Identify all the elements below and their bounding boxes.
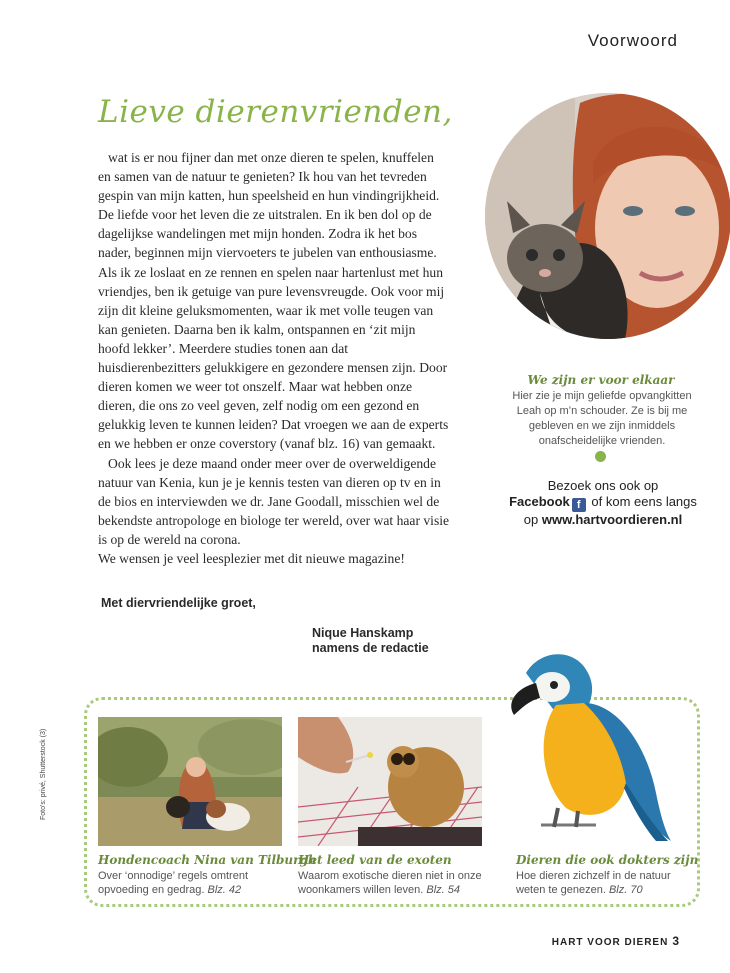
editorial-text — [98, 148, 450, 568]
teaser-photo-parrot[interactable] — [496, 643, 676, 843]
magazine-name: HART VOOR DIEREN — [551, 937, 669, 948]
teaser-photo-exotic-animal[interactable] — [298, 717, 482, 846]
closing-line: Met diervriendelijke groet, — [101, 596, 256, 610]
paragraph: Ook lees je deze maand onder meer over de overweldigende natuur van Kenia, kun je je kennis testen van dieren op tv en in de bios en interviewden we dr. Jane Goodall, misschien wel de bekendste antropologe en biologe ter wereld, over wat haar visie is op de wereld na corona. — [98, 455, 450, 547]
visit-prefix: op — [523, 511, 539, 527]
signature-name: Nique Hanskamp — [312, 626, 414, 640]
teaser-title[interactable]: Het leed van de exoten — [298, 853, 452, 867]
teaser-page: Blz. 54 — [426, 884, 461, 896]
section-title: Voorwoord — [587, 31, 678, 50]
photo-caption-text: Hier zie je mijn geliefde opvangkitten Leah op m’n schouder. Ze is bij me gebleven en we zijn inmiddels onafscheidelijke vrienden. — [512, 390, 692, 447]
editor-portrait-photo — [485, 93, 730, 339]
page-number: 3 — [672, 934, 680, 948]
teaser-description: Waarom exotische dieren niet in onze woonkamers willen leven. — [298, 870, 482, 896]
teaser-photo-dog-coach[interactable] — [98, 717, 282, 846]
photo-credit: Foto's: privé, Shutterstock (3) — [40, 728, 47, 820]
teaser-description: Hoe dieren zichzelf in de natuur weten te genezen. — [516, 870, 671, 896]
visit-info — [500, 478, 706, 527]
teaser-text — [298, 869, 484, 897]
paragraph: We wensen je veel leesplezier met dit nieuwe magazine! — [98, 550, 405, 566]
teaser-text — [98, 869, 284, 897]
visit-line-2: of kom eens langs — [591, 493, 697, 509]
facebook-link[interactable]: Facebook — [509, 493, 570, 509]
paragraph: wat is er nou fijner dan met onze dieren te spelen, knuffelen en samen van de natuur te genieten? Ik hou van het tevreden gespin van mijn katten, hun speelsheid en hun vindingrijkheid. De liefde voor het leven die ze uitstralen. En ik ben dol op de dagelijkse wandelingen met mijn honden. Zodra ik het bos nader, beginnen mijn viervoeters te jubelen van enthousiasme. Als ik ze loslaat en ze rennen en spelen naar hartenlust met hun vriendjes, ben ik getuige van pure levensvreugde. Ook voor mij zijn dit kleine geluksmomenten, waar ik met volle teugen van kan genieten. Daarna ben ik kalm, ontspannen en ‘zit mijn hoofd lekker’. Meerdere studies tonen aan dat huisdierenbezitters gelukkigere en gezondere mensen zijn. Door dieren komen we weer tot onszelf. Maar wat hebben onze dieren, die ons zo veel geven, zelf nodig om een gezond en gelukkig leven te kunnen leiden? Dat vroegen we aan de experts en we hebben er onze coverstory (vanaf blz. 16) van gemaakt. — [98, 150, 449, 452]
teaser-title[interactable]: Hondencoach Nina van Tilburgh — [98, 853, 317, 867]
signature — [312, 626, 429, 656]
facebook-icon: f — [572, 498, 586, 512]
visit-line-1: Bezoek ons ook op — [547, 478, 659, 493]
greeting-heading: Lieve dierenvrienden, — [98, 94, 453, 130]
teaser-title[interactable]: Dieren die ook dokters zijn — [516, 853, 699, 867]
bullet-dot — [595, 451, 606, 462]
signature-role: namens de redactie — [312, 641, 429, 655]
teaser-page: Blz. 70 — [608, 884, 643, 896]
page-footer — [552, 934, 680, 948]
teaser-page: Blz. 42 — [207, 884, 242, 896]
teaser-text — [516, 869, 702, 897]
teaser-description: Over ‘onnodige’ regels omtrent opvoeding en gedrag. — [98, 870, 249, 896]
photo-caption-title: We zijn er voor elkaar — [527, 373, 675, 387]
website-link[interactable]: www.hartvoordieren.nl — [541, 511, 683, 527]
